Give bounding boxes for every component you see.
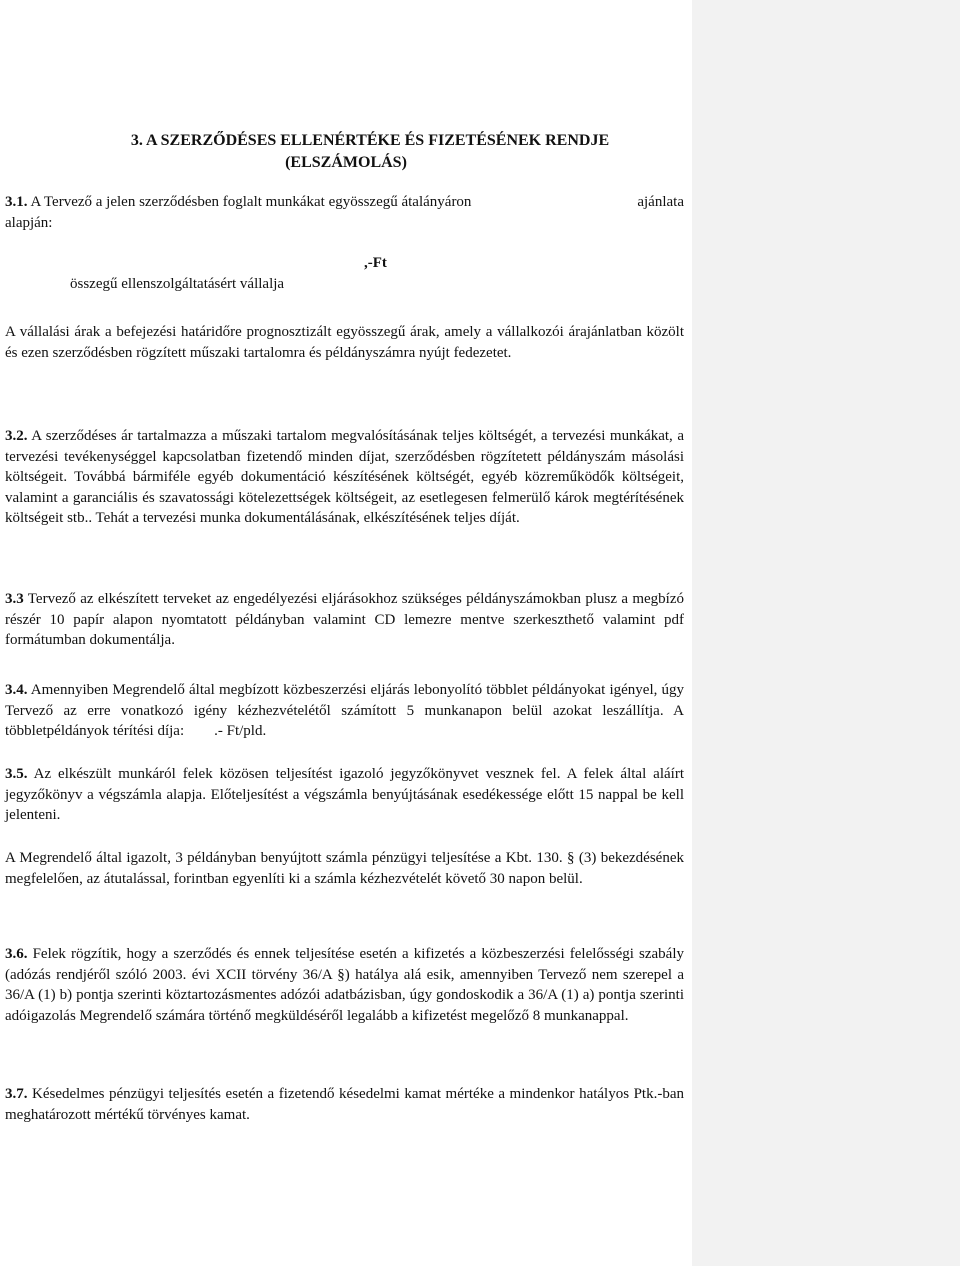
clause-3-3-number: 3.3 <box>5 591 24 607</box>
clause-3-4-text: Amennyiben Megrendelő által megbízott közbeszerzési eljárás lebonyolító többlet példányokat igényel, úgy Tervező az erre vonatkozó igény kézhezvételétől számított 5 munkanapon belül azokat leszállítja. A többletpéldányok térítési díja: <box>5 682 684 739</box>
price-ft-label: ,-Ft <box>364 255 387 271</box>
clause-3-1-number: 3.1. <box>5 194 28 210</box>
clause-3-4 <box>5 680 684 742</box>
clause-3-1-text-right: ajánlata <box>637 194 684 210</box>
clause-3-7-text: Késedelmes pénzügyi teljesítés esetén a fizetendő késedelmi kamat mértéke a mindenkor hatályos Ptk.-ban meghatározott mértékű törvényes kamat. <box>5 1086 684 1123</box>
price-description: összegű ellenszolgáltatásért vállalja <box>70 276 285 292</box>
clause-3-1-text: A Tervező a jelen szerződésben foglalt munkákat egyösszegű átalányáron <box>30 194 472 210</box>
clause-3-3-text: Tervező az elkészített terveket az engedélyezési eljárásokhoz szükséges példányszámokban plusz a megbízó részér 10 papír alapon nyomtatott példányban valamint CD lemezre mentve szerkeszthető valamint pdf formátumban dokumentálja. <box>5 591 684 648</box>
clause-3-6-text: Felek rögzítik, hogy a szerződés és ennek teljesítése esetén a kifizetés a közbeszerzési felelősségi szabály (adózás rendjéről szóló 2003. évi XCII törvény 36/A §) hatálya alá esik, amennyiben Tervező nem szerepel a 36/A (1) b) pontja szerinti köztartozásmentes adózói adatbázisban, úgy gondoskodik a 36/A (1) a) pontja szerinti adóigazolás Megrendelő számára történő megküldéséről legalább a kifizetést megelőző 8 munkanappal. <box>5 946 684 1024</box>
clause-3-5-text: Az elkészült munkáról felek közösen teljesítést igazoló jegyzőkönyvet vesznek fel. A felek által aláírt jegyzőkönyv a végszámla alapja. Előteljesítést a végszámla benyújtásának esedékessége előtt 15 nappal be kell jelenteni. <box>5 766 684 823</box>
section-heading-line2: (ELSZÁMOLÁS) <box>285 154 407 171</box>
clause-3-5-number: 3.5. <box>5 766 28 782</box>
comment-margin-pane <box>692 0 960 1266</box>
clause-3-2-number: 3.2. <box>5 428 28 444</box>
clause-3-4-number: 3.4. <box>5 682 28 698</box>
clause-3-4-tail: .- Ft/pld. <box>214 723 267 739</box>
paragraph-vallalasi-arak: A vállalási árak a befejezési határidőre prognosztizált egyösszegű árak, amely a vállalkozói árajánlatban közölt és ezen szerződésben rögzített műszaki tartalomra és példányszámra nyújt fedezetet. <box>5 324 684 361</box>
clause-3-3 <box>5 589 684 651</box>
clause-3-7 <box>5 1084 684 1125</box>
paragraph-megrendelo: A Megrendelő által igazolt, 3 példányban benyújtott számla pénzügyi teljesítése a Kbt. 130. § (3) bekezdésének megfelelően, az átutalással, forintban egyenlíti ki a számla kézhezvételét követő 30 napon belül. <box>5 850 684 887</box>
clause-3-6-number: 3.6. <box>5 946 28 962</box>
section-heading <box>0 130 692 174</box>
clause-3-1 <box>5 192 684 233</box>
clause-3-7-number: 3.7. <box>5 1086 28 1102</box>
section-heading-line1: 3. A SZERZŐDÉSES ELLENÉRTÉKE ÉS FIZETÉSÉNEK RENDJE <box>130 132 610 149</box>
clause-3-6 <box>5 944 684 1026</box>
clause-3-1-text-line2: alapján: <box>5 214 53 231</box>
clause-3-5 <box>5 764 684 826</box>
clause-3-2 <box>5 426 684 529</box>
clause-3-2-text: A szerződéses ár tartalmazza a műszaki tartalom megvalósításának teljes költségét, a tervezési munkákat, a tervezési tevékenységgel kapcsolatban fizetendő minden díjat, szerződésben rögzítetett példányszám másolási költségeit. Továbbá bármiféle egyéb dokumentáció készítésének költségét, egyéb közreműködők költségeit, valamint a garanciális és szavatossági kötelezettségek költségeit, az esetlegesen felmerülő károk megtérítésének költségeit stb.. Tehát a tervezési munka dokumentálásának, elkészítésének teljes díját. <box>5 428 684 526</box>
